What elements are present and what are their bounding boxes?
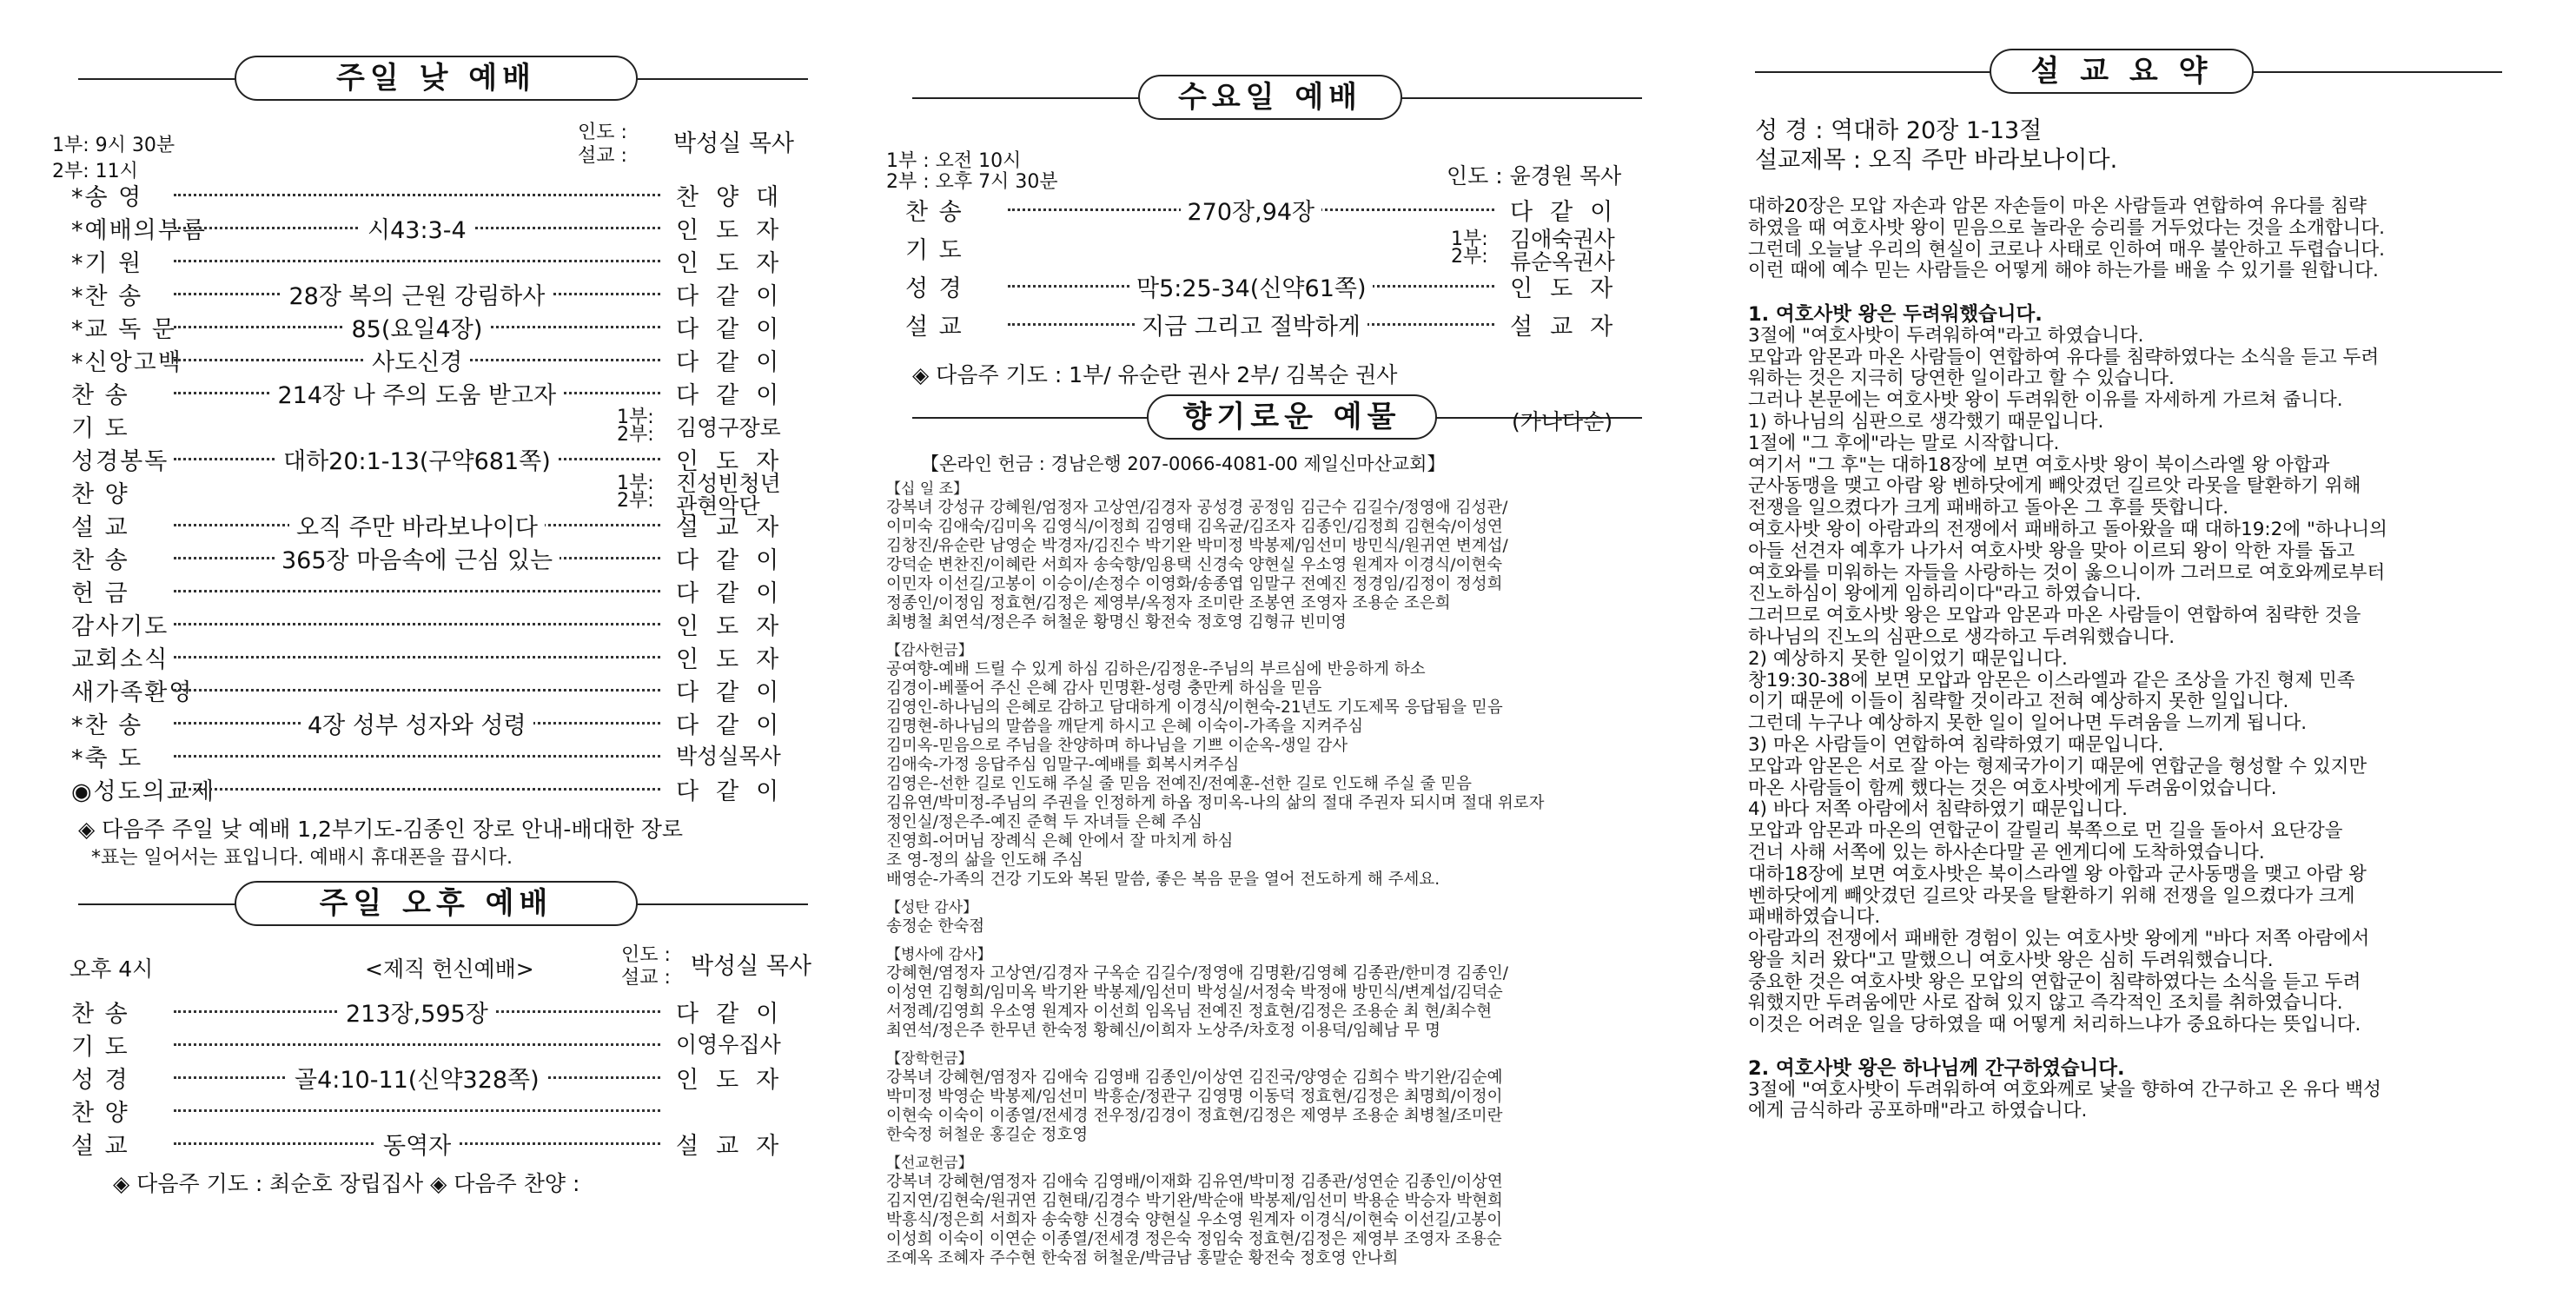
- offering-names-line: 한숙정 허철운 홍길순 정호영: [886, 1126, 1089, 1144]
- dot-leader: [174, 260, 660, 262]
- sermon-line: 여호와를 미워하는 자들을 사랑하는 것이 옳으니이까 그러므로 여호와께로부터: [1748, 561, 2386, 584]
- order-content: 오직 주만 바라보나이다: [289, 508, 545, 542]
- offering-names-line: 이민자 이선길/고봉이 이승이/손정수 이영화/송종엽 임말구 전예진 정경임/김정이 정성희: [886, 575, 1503, 593]
- order-person: 다같이: [676, 712, 797, 739]
- sermon-line: 모압과 암몬은 서로 잘 아는 형제국가이기 때문에 연합군을 형성할 수 있지만: [1748, 755, 2367, 778]
- offering-names-line: 박미정 박영순 박봉제/임선미 박흥순/정관구 김영명 이동덕 정효현/김정은 최명희/이정이: [886, 1088, 1503, 1106]
- order-person: 인도자: [676, 250, 797, 277]
- order-item: 기 도: [71, 1034, 129, 1061]
- order-item: *찬 송: [71, 283, 143, 310]
- order-person: 인도자: [1510, 275, 1631, 302]
- order-person: 인도자: [676, 613, 797, 640]
- sermon-line: 건너 사해 서쪽에 있는 하사손다말 곧 엔게디에 도착하였습니다.: [1748, 841, 2265, 864]
- order-content: 85(요일4장): [345, 310, 490, 344]
- order-item: 설 교: [71, 1133, 129, 1160]
- order-row: [52, 995, 817, 1028]
- order-content: 270장,94장: [1181, 193, 1322, 227]
- sermon-label: 설교 :: [621, 967, 671, 989]
- order-row: [52, 343, 817, 376]
- wednesday-title: 수요일 예배: [1138, 75, 1402, 120]
- order-person: 인도자: [676, 1067, 797, 1094]
- sermon-line: 중요한 것은 여호사밧 왕은 모압의 연합군이 침략하였다는 소식을 듣고 두려: [1748, 970, 2361, 993]
- sermon-line: 2. 여호사밧 왕은 하나님께 간구하였습니다.: [1748, 1056, 2125, 1080]
- order-row: [52, 277, 817, 310]
- afternoon-next-week: ◈ 다음주 기도 : 최순호 장립집사 ◈ 다음주 찬양 :: [113, 1171, 580, 1196]
- order-person: 다같이: [676, 679, 797, 706]
- order-content: 4장 성부 성자와 성령: [301, 706, 533, 740]
- afternoon-time: 오후 4시: [70, 956, 154, 982]
- sermon-line: 벤하닷에게 빼앗겼던 길르앗 라못을 탈환하기 위해 전쟁을 일으켰다가 크게: [1748, 884, 2355, 907]
- sermon-line: 3절에 "여호사밧이 두려워하여"라고 하였습니다.: [1748, 324, 2144, 347]
- order-content: 골4:10-11(신약328쪽): [288, 1061, 546, 1095]
- order-row: [52, 407, 817, 446]
- wed-leader: 인도 : 윤경원 목사: [1447, 163, 1622, 189]
- sermon-line: 여기서 "그 후"는 대하18장에 보면 여호사밧 왕이 북이스라엘 왕 아합과: [1748, 453, 2330, 476]
- sermon-line: 3) 마온 사람들이 연합하여 침략하였기 때문입니다.: [1748, 733, 2164, 756]
- offering-names-line: 최연석/정은주 한무년 한숙정 황혜신/이희자 노상주/차호정 이용덕/임혜남 무 명: [886, 1022, 1440, 1040]
- offering-names-line: 강덕순 변찬진/이혜란 서희자 송숙향/임용택 신경숙 양현실 우소영 원계자 이경식/이현숙: [886, 556, 1503, 574]
- offering-names-line: 김경이-베풀어 주신 은혜 감사 민명환-성령 충만케 하심을 믿음: [886, 679, 1322, 698]
- order-row: [52, 574, 817, 607]
- leader-label: 인도 :: [621, 944, 671, 966]
- order-item: *신앙고백: [71, 349, 182, 376]
- order-person: 다같이: [676, 283, 797, 310]
- wednesday-order: [886, 193, 1668, 349]
- order-person: 박성실목사: [676, 744, 781, 769]
- sermon-line: 패배하였습니다.: [1748, 906, 1881, 929]
- sermon-line: 대하20장은 모압 자손과 암몬 자손들이 마온 사람들과 연합하여 유다를 침략: [1748, 195, 2367, 217]
- sermon-line: 전쟁을 일으켰다가 크게 패배하고 돌아온 그 후를 뜻합니다.: [1748, 497, 2229, 519]
- order-row: [52, 508, 817, 541]
- order-person: 다같이: [676, 547, 797, 574]
- order-item: 성 경: [905, 275, 964, 302]
- dot-leader: [174, 689, 660, 692]
- offering-names-line: 최병철 최연석/정은주 허철운 황명신 황전숙 정호영 김형규 빈미영: [886, 613, 1347, 632]
- offering-names-line: 이미숙 김애숙/김미옥 김영식/이정희 김영태 김옥균/김조자 김종인/김정희 김현숙/이성연: [886, 518, 1503, 536]
- order-row: [52, 376, 817, 409]
- sermon-line: 1절에 "그 후에"라는 말로 시작합니다.: [1748, 432, 2060, 454]
- paragraph-gap: [1748, 1036, 2530, 1058]
- sermon-line: 1) 하나님의 심판으로 생각했기 때문입니다.: [1748, 410, 2104, 433]
- offering-names-line: 배영순-가족의 건강 기도와 복된 말씀, 좋은 복음 문을 열어 전도하게 해 주세요.: [886, 870, 1440, 889]
- afternoon-subtitle: <제직 헌신예배>: [365, 956, 534, 982]
- sermon-line: 4) 바다 저쪽 아람에서 침략하였기 때문입니다.: [1748, 798, 2128, 821]
- order-item: 헌 금: [71, 580, 129, 607]
- order-content: 365장 마음속에 근심 있는: [275, 541, 560, 575]
- order-row: [886, 308, 1668, 341]
- offering-names-line: 김영인-하나님의 은혜로 감하고 담대하게 이경식/이현숙-21년도 기도제목 응답됨을 믿음: [886, 698, 1503, 717]
- order-row: [52, 640, 817, 673]
- leader-label: 인도 :: [578, 122, 627, 143]
- offering-names-line: 강복녀 강혜현/염정자 김애숙 김영배 김종인/이상연 김진국/양영순 김희수 박기완/김순예: [886, 1069, 1503, 1087]
- order-person: 다같이: [676, 1001, 797, 1028]
- order-person: 설교자: [676, 1133, 797, 1160]
- offering-title: 향기로운 예물: [1147, 394, 1437, 440]
- offering-names-line: 강복녀 강혜현/염정자 김애숙 김영배/이재화 김유연/박미정 김종관/성연순 김종인/이상연: [886, 1173, 1503, 1191]
- order-person: 찬양대: [676, 184, 797, 211]
- order-row: [52, 310, 817, 343]
- order-person: 다같이: [676, 382, 797, 409]
- dot-leader: [174, 590, 660, 592]
- order-person: 진성빈청년: [676, 471, 781, 496]
- dot-leader: [174, 788, 660, 791]
- sermon-line: 워하는 것은 지극히 당연한 일이라고 할 수 있습니다.: [1748, 367, 2175, 390]
- offering-group-label: 【십 일 조】: [886, 480, 969, 498]
- order-item: *기 원: [71, 250, 143, 277]
- order-item: *축 도: [71, 745, 143, 772]
- order-row: [52, 1061, 817, 1094]
- offering-names-line: 김창진/유순란 남영순 박경자/김진수 박기완 박미정 박봉제/임선미 방민식/원귀연 변계섭/: [886, 537, 1508, 555]
- offering-names-line: 송정순 한숙점: [886, 917, 985, 936]
- order-item: 성 경: [71, 1067, 129, 1094]
- sermon-line: 3절에 "여호사밧이 두려워하여 여호와께로 낯을 향하여 간구하고 온 유다 백성: [1748, 1078, 2381, 1101]
- order-content: 동역자: [376, 1127, 458, 1161]
- order-item: 설 교: [71, 514, 129, 541]
- sermon-line: 이기 때문에 이들이 침략할 것이라고 전혀 예상하지 못한 일입니다.: [1748, 691, 2289, 713]
- sermon-line: 이런 때에 예수 믿는 사람들은 어떻게 해야 하는가를 배울 수 있기를 원합니다.: [1748, 260, 2379, 282]
- dot-leader: [174, 194, 660, 196]
- order-item: 기 도: [905, 237, 964, 264]
- order-row: [52, 607, 817, 640]
- sermon-line: 그러나 본문에는 여호사밧 왕이 두려워한 이유를 자세하게 가르쳐 줍니다.: [1748, 389, 2343, 412]
- order-content: 대하20:1-13(구약681쪽): [276, 442, 558, 476]
- order-person: 김애숙권사: [1510, 227, 1615, 252]
- sermon-line: 모압과 암몬과 마온의 연합군이 갈릴리 북쪽으로 먼 길을 돌아서 요단강을: [1748, 820, 2343, 843]
- offering-group-label: 【감사헌금】: [886, 642, 973, 659]
- order-person: 설교자: [1510, 314, 1631, 341]
- dot-leader: [174, 656, 660, 658]
- order-content: 213장,595장: [339, 995, 495, 1029]
- order-content: 사도신경: [365, 343, 469, 377]
- order-item: 찬 송: [905, 199, 964, 226]
- service-time-2: 2부: 11시: [52, 161, 138, 182]
- order-person: 다같이: [676, 349, 797, 376]
- sermon-line: 하나님의 진노의 심판으로 생각하고 두려워했습니다.: [1748, 625, 2175, 648]
- sunday-morning-title: 주일 낮 예배: [235, 56, 638, 101]
- dot-leader: [174, 755, 660, 758]
- order-item: 성경봉독: [71, 448, 169, 475]
- sermon-summary-title: 설 교 요 약: [1990, 49, 2254, 94]
- offering-group-label: 【선교헌금】: [886, 1155, 973, 1172]
- offering-names-line: 강복녀 강성규 강혜원/엄정자 고상연/김경자 공성경 공정임 김근수 김길수/정영애 김성관/: [886, 499, 1508, 517]
- paragraph-gap: [1748, 282, 2530, 304]
- order-content: 막5:25-34(신약61쪽): [1129, 269, 1373, 303]
- order-item: 감사기도: [71, 613, 169, 640]
- wed-service-2: 2부 : 오후 7시 30분: [886, 171, 1058, 193]
- order-person: 인도자: [676, 448, 797, 475]
- order-item: ◉성도의교제: [71, 778, 215, 805]
- order-item: 찬 송: [71, 382, 129, 409]
- order-row: [52, 244, 817, 277]
- sermon-line: 아들 선견자 예후가 나가서 여호사밧 왕을 맞아 이르되 왕이 악한 자를 돕고: [1748, 539, 2355, 562]
- order-row: [52, 739, 817, 772]
- leader-name: 박성실 목사: [691, 953, 811, 980]
- order-item: 찬 송: [71, 1001, 129, 1028]
- offering-names-line: 김미옥-믿음으로 주님을 찬양하며 하나님을 기쁘 이순옥-생일 감사: [886, 737, 1348, 755]
- dot-leader: [174, 1109, 660, 1112]
- order-row: [52, 772, 817, 805]
- offering-names-line: 조예옥 조혜자 주수현 한숙점 허철운/박금남 홍말순 황전숙 정호영 안나희: [886, 1249, 1399, 1267]
- service-part-label: 1부:: [617, 407, 654, 428]
- sermon-line: 왕을 치러 왔다"고 말했으니 여호사밧 왕은 심히 두려워했습니다.: [1748, 949, 2274, 971]
- order-person-2: 류순옥권사: [1510, 249, 1615, 275]
- sermon-line: 이것은 어려운 일을 당하였을 때 어떻게 처리하느냐가 중요하다는 뜻입니다.: [1748, 1014, 2361, 1036]
- offering-names-line: 김유연/박미정-주님의 주권을 인정하게 하옵 정미옥-나의 삶의 절대 주권자 되시며 절대 위로자: [886, 794, 1545, 812]
- sermon-line: 그런데 오늘날 우리의 현실이 코로나 사태로 인하여 매우 불안하고 두렵습니다.: [1748, 238, 2385, 261]
- order-item: *송 영: [71, 184, 143, 211]
- sermon-label: 설교 :: [578, 145, 627, 167]
- order-row: [52, 673, 817, 706]
- sermon-line: 아람과의 전쟁에서 패배한 경험이 있는 여호사밧 왕에게 "바다 저쪽 아람에서: [1748, 928, 2370, 950]
- order-person: 다같이: [1510, 199, 1631, 226]
- order-content: 지금 그리고 절박하게: [1135, 308, 1367, 341]
- sermon-line: 워했지만 두려움에만 사로 잡혀 있지 않고 즉각적인 조치를 취하였습니다.: [1748, 992, 2343, 1015]
- sermon-line: 여호사밧 왕이 아람과의 전쟁에서 패배하고 돌아왔을 때 대하19:2에 "하나니의: [1748, 518, 2387, 540]
- order-item: 기 도: [71, 415, 129, 442]
- order-person-2: 관현악단: [676, 493, 760, 519]
- order-item: 찬 양: [71, 1100, 129, 1127]
- offering-names-line: 박흥식/정은희 서희자 송숙향 신경숙 양현실 우소영 원계자 이경식/이현숙 이선길/고봉이: [886, 1211, 1503, 1229]
- order-person: 다같이: [676, 316, 797, 343]
- service-part-label: 2부:: [617, 490, 654, 512]
- offering-names-line: 김영은-선한 길로 인도해 주실 줄 믿음 전예진/전예훈-선한 길로 인도해 주실 줄 믿음: [886, 775, 1473, 793]
- offering-names-line: 김지연/김현숙/원귀연 김현태/김경수 박기완/박순애 박봉제/임선미 박용순 박승자 박현희: [886, 1192, 1503, 1210]
- order-item: 새가족환영: [71, 679, 194, 706]
- offering-group-label: 【성탄 감사】: [886, 899, 978, 917]
- order-item: *교 독 문: [71, 316, 176, 343]
- service-part-label: 2부:: [617, 424, 654, 446]
- service-part-label: 1부:: [1451, 228, 1488, 250]
- leader-name: 박성실 목사: [673, 130, 794, 157]
- sermon-line: 진노하심이 왕에게 임하리이다"라고 하였습니다.: [1748, 583, 2142, 605]
- sermon-line: 그러므로 여호사밧 왕은 모압과 암몬과 마온 사람들이 연합하여 침략한 것을: [1748, 605, 2361, 627]
- sermon-body: [1748, 196, 2530, 1122]
- sermon-line: 그런데 누구나 예상하지 못한 일이 일어나면 두려움을 느끼게 됩니다.: [1748, 712, 2308, 735]
- offering-names-line: 정종인/이정임 정효현/김정은 제영부/옥정자 조미란 조봉연 조영자 조용순 조은희: [886, 594, 1451, 612]
- service-part-label: 1부:: [617, 473, 654, 494]
- sermon-line: 마온 사람들이 함께 했다는 것은 여호사밧에게 두려움이었습니다.: [1748, 777, 2277, 799]
- order-item: 찬 송: [71, 547, 129, 574]
- sermon-line: 대하18장에 보면 여호사밧은 북이스라엘 왕 아합과 군사동맹을 맺고 아람 왕: [1748, 863, 2367, 885]
- order-row: [52, 1127, 817, 1160]
- sermon-line: 2) 예상하지 못한 일이었기 때문입니다.: [1748, 647, 2068, 670]
- order-row: [886, 193, 1668, 226]
- offering-names-line: 정인실/정은주-예진 준혁 두 자녀들 은혜 주심: [886, 813, 1202, 831]
- order-content: 시43:3-4: [361, 211, 473, 245]
- order-content: 28장 복의 근원 강림하사: [282, 277, 553, 311]
- order-row: [886, 269, 1668, 302]
- order-person: 인도자: [676, 217, 797, 244]
- order-person: 설교자: [676, 514, 797, 541]
- order-item: 설 교: [905, 314, 964, 341]
- order-item: 찬 양: [71, 481, 129, 508]
- sermon-line: 군사동맹을 맺고 아람 왕 벤하닷에게 빼앗겼던 길르앗 라못을 탈환하기 위해: [1748, 475, 2361, 498]
- dot-leader: [174, 1043, 660, 1046]
- order-row: [52, 471, 817, 519]
- offering-names-line: 공여향-예배 드릴 수 있게 하심 김하은/김정운-주님의 부르심에 반응하게 하소: [886, 660, 1426, 678]
- sermon-line: 창19:30-38에 보면 모압과 암몬은 이스라엘과 같은 조상을 가진 형제 민족: [1748, 669, 2355, 692]
- order-item: *찬 송: [71, 712, 143, 739]
- order-person: 이영우집사: [676, 1032, 781, 1057]
- sermon-line: 하였을 때 여호사밧 왕이 믿음으로 놀라운 승리를 거두었다는 것을 소개합니다.: [1748, 216, 2385, 239]
- order-row: [52, 1028, 817, 1061]
- offering-names-line: 김애숙-가정 응답주심 임말구-예배를 회복시켜주심: [886, 756, 1240, 774]
- afternoon-order: [52, 995, 817, 1168]
- order-row: [886, 227, 1668, 275]
- order-person: 다같이: [676, 778, 797, 805]
- scripture-ref: 성 경 : 역대하 20장 1-13절: [1755, 117, 2043, 144]
- next-week-notice: ◈ 다음주 주일 낮 예배 1,2부기도-김종인 장로 안내-배대한 장로: [78, 817, 684, 842]
- order-person: 김영구장로: [676, 415, 781, 440]
- standing-note: *표는 일어서는 표입니다. 예배시 휴대폰을 끕시다.: [91, 847, 513, 869]
- online-account: 【온라인 헌금 : 경남은행 207-0066-4081-00 제일신마산교회】: [921, 453, 1446, 474]
- order-row: [52, 1094, 817, 1127]
- service-part-label: 2부:: [1451, 246, 1488, 268]
- sermon-line: 1. 여호사밧 왕은 두려워했습니다.: [1748, 302, 2043, 326]
- offering-names-line: 서정례/김영희 우소영 원계자 이선희 임옥님 전예진 정효현/김정은 조용순 최 현/최수현: [886, 1003, 1493, 1021]
- order-item: *예배의부름: [71, 217, 207, 244]
- order-row: [52, 211, 817, 244]
- order-person: 인도자: [676, 646, 797, 673]
- order-item: 교회소식: [71, 646, 169, 673]
- offering-group-label: 【병사에 감사】: [886, 946, 992, 963]
- service-time-1: 1부: 9시 30분: [52, 135, 175, 156]
- dot-leader: [174, 623, 660, 625]
- sermon-line: 모압과 암몬과 마온 사람들이 연합하여 유다를 침략하였다는 소식을 듣고 두려: [1748, 346, 2380, 368]
- order-row: [52, 541, 817, 574]
- offering-names-line: 진영희-어머님 장례식 은혜 안에서 잘 마치게 하심: [886, 832, 1234, 850]
- offering-names-line: 이성희 이숙이 이연순 이종열/전세경 정은숙 정임숙 정효현/김정은 제영부 조영자 조용순: [886, 1230, 1502, 1248]
- offering-names-line: 이성연 김형희/임미옥 박기완 박봉제/임선미 박성실/서정숙 박정애 방민식/변계섭/김덕순: [886, 983, 1503, 1002]
- sermon-title: 설교제목 : 오직 주만 바라보나이다.: [1755, 147, 2118, 174]
- order-row: [52, 178, 817, 211]
- order-row: [52, 706, 817, 739]
- wed-service-1: 1부 : 오전 10시: [886, 150, 1022, 172]
- wed-next-week: ◈ 다음주 기도 : 1부/ 유순란 권사 2부/ 김복순 권사: [912, 362, 1398, 387]
- order-person: 다같이: [676, 580, 797, 607]
- offering-names-line: 강혜현/염정자 고상연/김경자 구옥순 김길수/정영애 김명환/김영혜 김종관/한미경 김종인/: [886, 964, 1509, 983]
- offering-list: [886, 480, 1633, 1268]
- offering-names-line: 조 영-정의 삶을 인도해 주심: [886, 851, 1083, 870]
- offering-group-label: 【장학헌금】: [886, 1050, 973, 1068]
- sunday-afternoon-title: 주일 오후 예배: [235, 881, 638, 926]
- offering-order-note: (가나다순): [1512, 409, 1613, 434]
- offering-names-line: 김명현-하나님의 말씀을 깨닫게 하시고 은혜 이숙이-가족을 지켜주심: [886, 718, 1364, 736]
- sermon-line: 에게 금식하라 공포하매"라고 하였습니다.: [1748, 1100, 2088, 1122]
- worship-order: [52, 178, 817, 847]
- order-content: 214장 나 주의 도움 받고자: [271, 376, 564, 410]
- offering-names-line: 이현숙 이숙이 이종열/전세경 전우정/김경이 정효현/김정은 제영부 조용순 최병철/조미란: [886, 1107, 1503, 1125]
